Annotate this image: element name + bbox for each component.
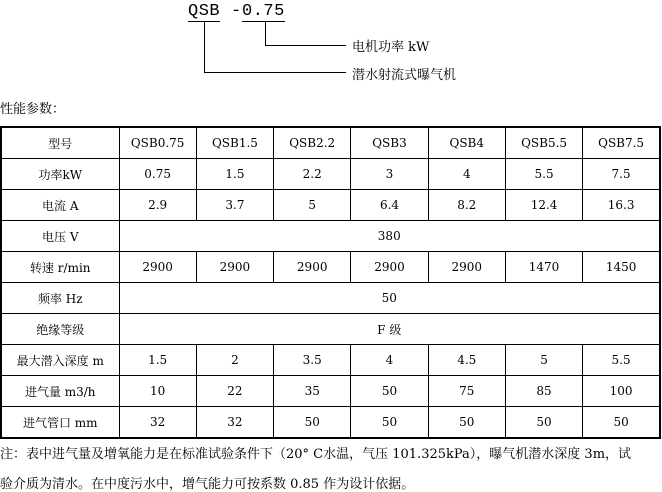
- value-cell: 1.5: [119, 345, 196, 376]
- table-header-row: [1, 127, 660, 159]
- value-cell: 32: [196, 407, 273, 439]
- table-row: [1, 221, 660, 252]
- table-row: [1, 159, 660, 190]
- value-cell: 22: [196, 376, 273, 407]
- row-label-cell: 进气量 m3/h: [1, 376, 119, 407]
- power-legend-label: 电机功率 kW: [352, 40, 430, 55]
- value-cell: 6.4: [351, 190, 428, 221]
- value-cell: 2900: [351, 252, 428, 283]
- table-row: [1, 252, 660, 283]
- row-label-cell: 频率 Hz: [1, 283, 119, 314]
- merged-value-cell: 50: [119, 283, 660, 314]
- value-cell: 8.2: [428, 190, 505, 221]
- value-cell: 2900: [119, 252, 196, 283]
- model-header-cell: QSB3: [351, 127, 428, 159]
- type-bracket-line: [204, 22, 346, 73]
- table-row: [1, 190, 660, 221]
- value-cell: 10: [119, 376, 196, 407]
- value-cell: 2.2: [274, 159, 351, 190]
- value-cell: 5: [505, 345, 582, 376]
- value-cell: 50: [428, 407, 505, 439]
- model-code-power: 0.75: [242, 2, 285, 21]
- value-cell: 3: [351, 159, 428, 190]
- row-label-cell: 电压 V: [1, 221, 119, 252]
- table-row: [1, 407, 660, 439]
- note-line-2: 验介质为清水。在中度污水中，增气能力可按系数 0.85 作为设计依据。: [0, 477, 415, 492]
- value-cell: 4: [351, 345, 428, 376]
- value-cell: 12.4: [505, 190, 582, 221]
- type-legend-label: 潜水射流式曝气机: [352, 68, 457, 83]
- value-cell: 100: [583, 376, 660, 407]
- row-label-cell: 进气管口 mm: [1, 407, 119, 439]
- table-row: [1, 345, 660, 376]
- value-cell: 3.7: [196, 190, 273, 221]
- table-row: [1, 314, 660, 345]
- row-label-cell: 功率kW: [1, 159, 119, 190]
- model-header-cell: QSB7.5: [583, 127, 660, 159]
- value-cell: 35: [274, 376, 351, 407]
- value-cell: 50: [351, 376, 428, 407]
- value-cell: 2900: [428, 252, 505, 283]
- value-cell: 3.5: [274, 345, 351, 376]
- merged-value-cell: 380: [119, 221, 660, 252]
- value-cell: 2.9: [119, 190, 196, 221]
- row-label-cell: 最大潜入深度 m: [1, 345, 119, 376]
- model-code-prefix: QSB: [188, 2, 221, 21]
- value-cell: 2900: [274, 252, 351, 283]
- value-cell: 50: [505, 407, 582, 439]
- value-cell: 4.5: [428, 345, 505, 376]
- value-cell: 1470: [505, 252, 582, 283]
- model-header-cell: QSB4: [428, 127, 505, 159]
- value-cell: 2900: [196, 252, 273, 283]
- row-label-cell: 绝缘等级: [1, 314, 119, 345]
- model-header-cell: QSB2.2: [274, 127, 351, 159]
- value-cell: 7.5: [583, 159, 660, 190]
- value-cell: 50: [274, 407, 351, 439]
- value-cell: 5.5: [505, 159, 582, 190]
- merged-value-cell: F 级: [119, 314, 660, 345]
- value-cell: 1450: [583, 252, 660, 283]
- spec-table: [0, 126, 661, 439]
- value-cell: 32: [119, 407, 196, 439]
- table-row: [1, 283, 660, 314]
- value-cell: 5: [274, 190, 351, 221]
- params-label: 性能参数：: [0, 102, 66, 117]
- model-code-dash: -: [231, 2, 242, 21]
- value-cell: 75: [428, 376, 505, 407]
- table-row: [1, 376, 660, 407]
- model-header-cell: QSB1.5: [196, 127, 273, 159]
- value-cell: 2: [196, 345, 273, 376]
- note-line-1: 注：表中进气量及增氧能力是在标准试验条件下（20° C水温，气压 101.325kPa），曝气机潜水深度 3m，试: [0, 447, 632, 462]
- value-cell: 0.75: [119, 159, 196, 190]
- value-cell: 4: [428, 159, 505, 190]
- model-header-cell: QSB5.5: [505, 127, 582, 159]
- value-cell: 85: [505, 376, 582, 407]
- header-label-cell: 型号: [1, 127, 119, 159]
- row-label-cell: 转速 r/min: [1, 252, 119, 283]
- row-label-cell: 电流 A: [1, 190, 119, 221]
- value-cell: 50: [351, 407, 428, 439]
- model-header-cell: QSB0.75: [119, 127, 196, 159]
- value-cell: 16.3: [583, 190, 660, 221]
- value-cell: 50: [583, 407, 660, 439]
- value-cell: 5.5: [583, 345, 660, 376]
- value-cell: 1.5: [196, 159, 273, 190]
